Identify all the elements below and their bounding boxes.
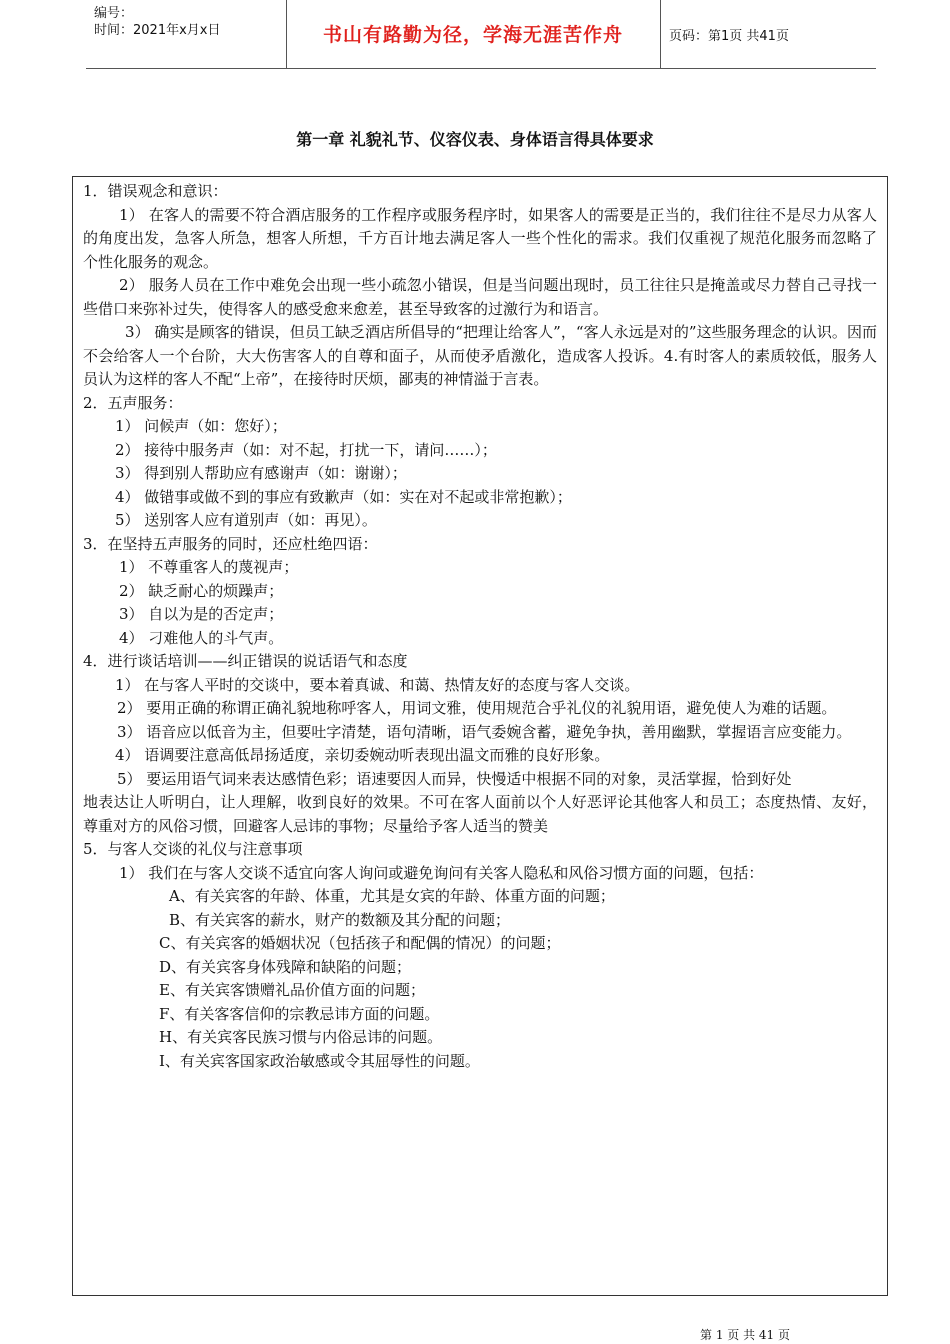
list-item: H、有关宾客民族习惯与内俗忌讳的问题。	[159, 1028, 443, 1046]
header-meta	[94, 5, 220, 39]
paragraph: 地表达让人听明白，让人理解，收到良好的效果。不可在客人面前以个人好恶评论其他客人和员工；态度热情、友好，尊重对方的风俗习惯，回避客人忌讳的事物；尽量给予客人适当的赞美	[83, 793, 877, 835]
list-item: B、有关宾客的薪水，财产的数额及其分配的问题；	[169, 910, 511, 929]
list-item: 4） 做错事或做不到的事应有致歉声（如：实在对不起或非常抱歉）；	[115, 487, 572, 506]
list-item: 1） 在与客人平时的交谈中，要本着真诚、和蔼、热情友好的态度与客人交谈。	[115, 675, 640, 694]
list-item: A、有关宾客的年龄、体重，尤其是女宾的年龄、体重方面的问题；	[169, 887, 615, 905]
section-heading: 4．进行谈话培训——纠正错误的说话语气和态度	[83, 652, 408, 670]
paragraph: 3） 确实是顾客的错误，但员工缺乏酒店所倡导的“把理让给客人”，“客人永远是对的”这些服务理念的认识。因而不会给客人一个台阶，大大伤害客人的自尊和面子，从而使矛盾激化，造成客人投诉。4.有时客人的素质较低，服务人员认为这样的客人不配“上帝”，在接待时厌烦，鄙夷的神情溢于言表。	[83, 323, 877, 388]
header-divider	[660, 0, 661, 68]
date-label: 时间：2021年x月x日	[94, 23, 221, 38]
list-item: 2） 要用正确的称谓正确礼貌地称呼客人，用词文雅，使用规范合乎礼仪的礼貌用语，避免使人为难的话题。	[117, 699, 837, 717]
paragraph: 1） 我们在与客人交谈不适宜向客人询问或避免询问有关客人隐私和风俗习惯方面的问题，包括：	[119, 863, 764, 882]
header-slogan: 书山有路勤为径，学海无涯苦作舟	[322, 24, 623, 46]
chapter-title: 第一章 礼貌礼节、仪容仪表、身体语言得具体要求	[296, 130, 654, 149]
serial-label: 编号：	[94, 6, 134, 21]
list-item: E、有关宾客馈赠礼品价值方面的问题；	[159, 981, 425, 999]
list-item: 2） 接待中服务声（如：对不起，打扰一下，请问……）；	[115, 440, 497, 459]
list-item: D、有关宾客身体残障和缺陷的问题；	[159, 957, 412, 976]
list-item: 4） 刁难他人的斗气声。	[119, 628, 284, 647]
list-item: I、有关宾客国家政治敏感或令其屈辱性的问题。	[159, 1051, 480, 1070]
content-box	[72, 176, 888, 1296]
list-item: 2） 缺乏耐心的烦躁声；	[119, 581, 284, 600]
list-item: 4） 语调要注意高低昂扬适度，亲切委婉动听表现出温文而雅的良好形象。	[115, 746, 610, 764]
page-footer: 第 1 页 共 41 页	[700, 1328, 790, 1342]
list-item: 5） 要运用语气词来表达感情色彩；语速要因人而异，快慢适中根据不同的对象，灵活掌握，恰到好处	[117, 769, 792, 788]
list-item: C、有关宾客的婚姻状况（包括孩子和配偶的情况）的问题；	[159, 934, 561, 952]
list-item: 3） 语音应以低音为主，但要吐字清楚，语句清晰，语气委婉含蓄，避免争执，善用幽默，掌握语言应变能力。	[117, 722, 852, 741]
header-page-number: 页码：第1页 共41页	[669, 29, 789, 44]
list-item: 3） 得到别人帮助应有感谢声（如：谢谢）；	[115, 464, 407, 482]
list-item: 1） 问候声（如：您好）；	[115, 417, 287, 435]
section-heading: 3．在坚持五声服务的同时，还应杜绝四语：	[83, 534, 378, 553]
page-header	[86, 0, 876, 69]
paragraph: 2） 服务人员在工作中难免会出现一些小疏忽小错误，但是当问题出现时，员工往往只是掩盖或尽力替自己寻找一些借口来弥补过失，使得客人的感受愈来愈差，甚至导致客的过激行为和语言。	[83, 276, 877, 318]
list-item: 1） 不尊重客人的蔑视声；	[119, 558, 299, 576]
paragraph: 1） 在客人的需要不符合酒店服务的工作程序或服务程序时，如果客人的需要是正当的，我们往往不是尽力从客人的角度出发，急客人所急，想客人所想，千方百计地去满足客人一些个性化的需求。我们仅重视了规范化服务而忽略了个性化服务的观念。	[83, 205, 877, 271]
list-item: F、有关客客信仰的宗教忌讳方面的问题。	[159, 1004, 440, 1023]
document-body	[83, 180, 877, 1073]
section-heading: 2．五声服务：	[83, 393, 183, 412]
list-item: 3） 自以为是的否定声；	[119, 605, 284, 623]
section-heading: 5．与客人交谈的礼仪与注意事项	[83, 840, 303, 858]
section-heading: 1．错误观念和意识：	[83, 182, 228, 200]
list-item: 5） 送别客人应有道别声（如：再见）。	[115, 511, 377, 529]
